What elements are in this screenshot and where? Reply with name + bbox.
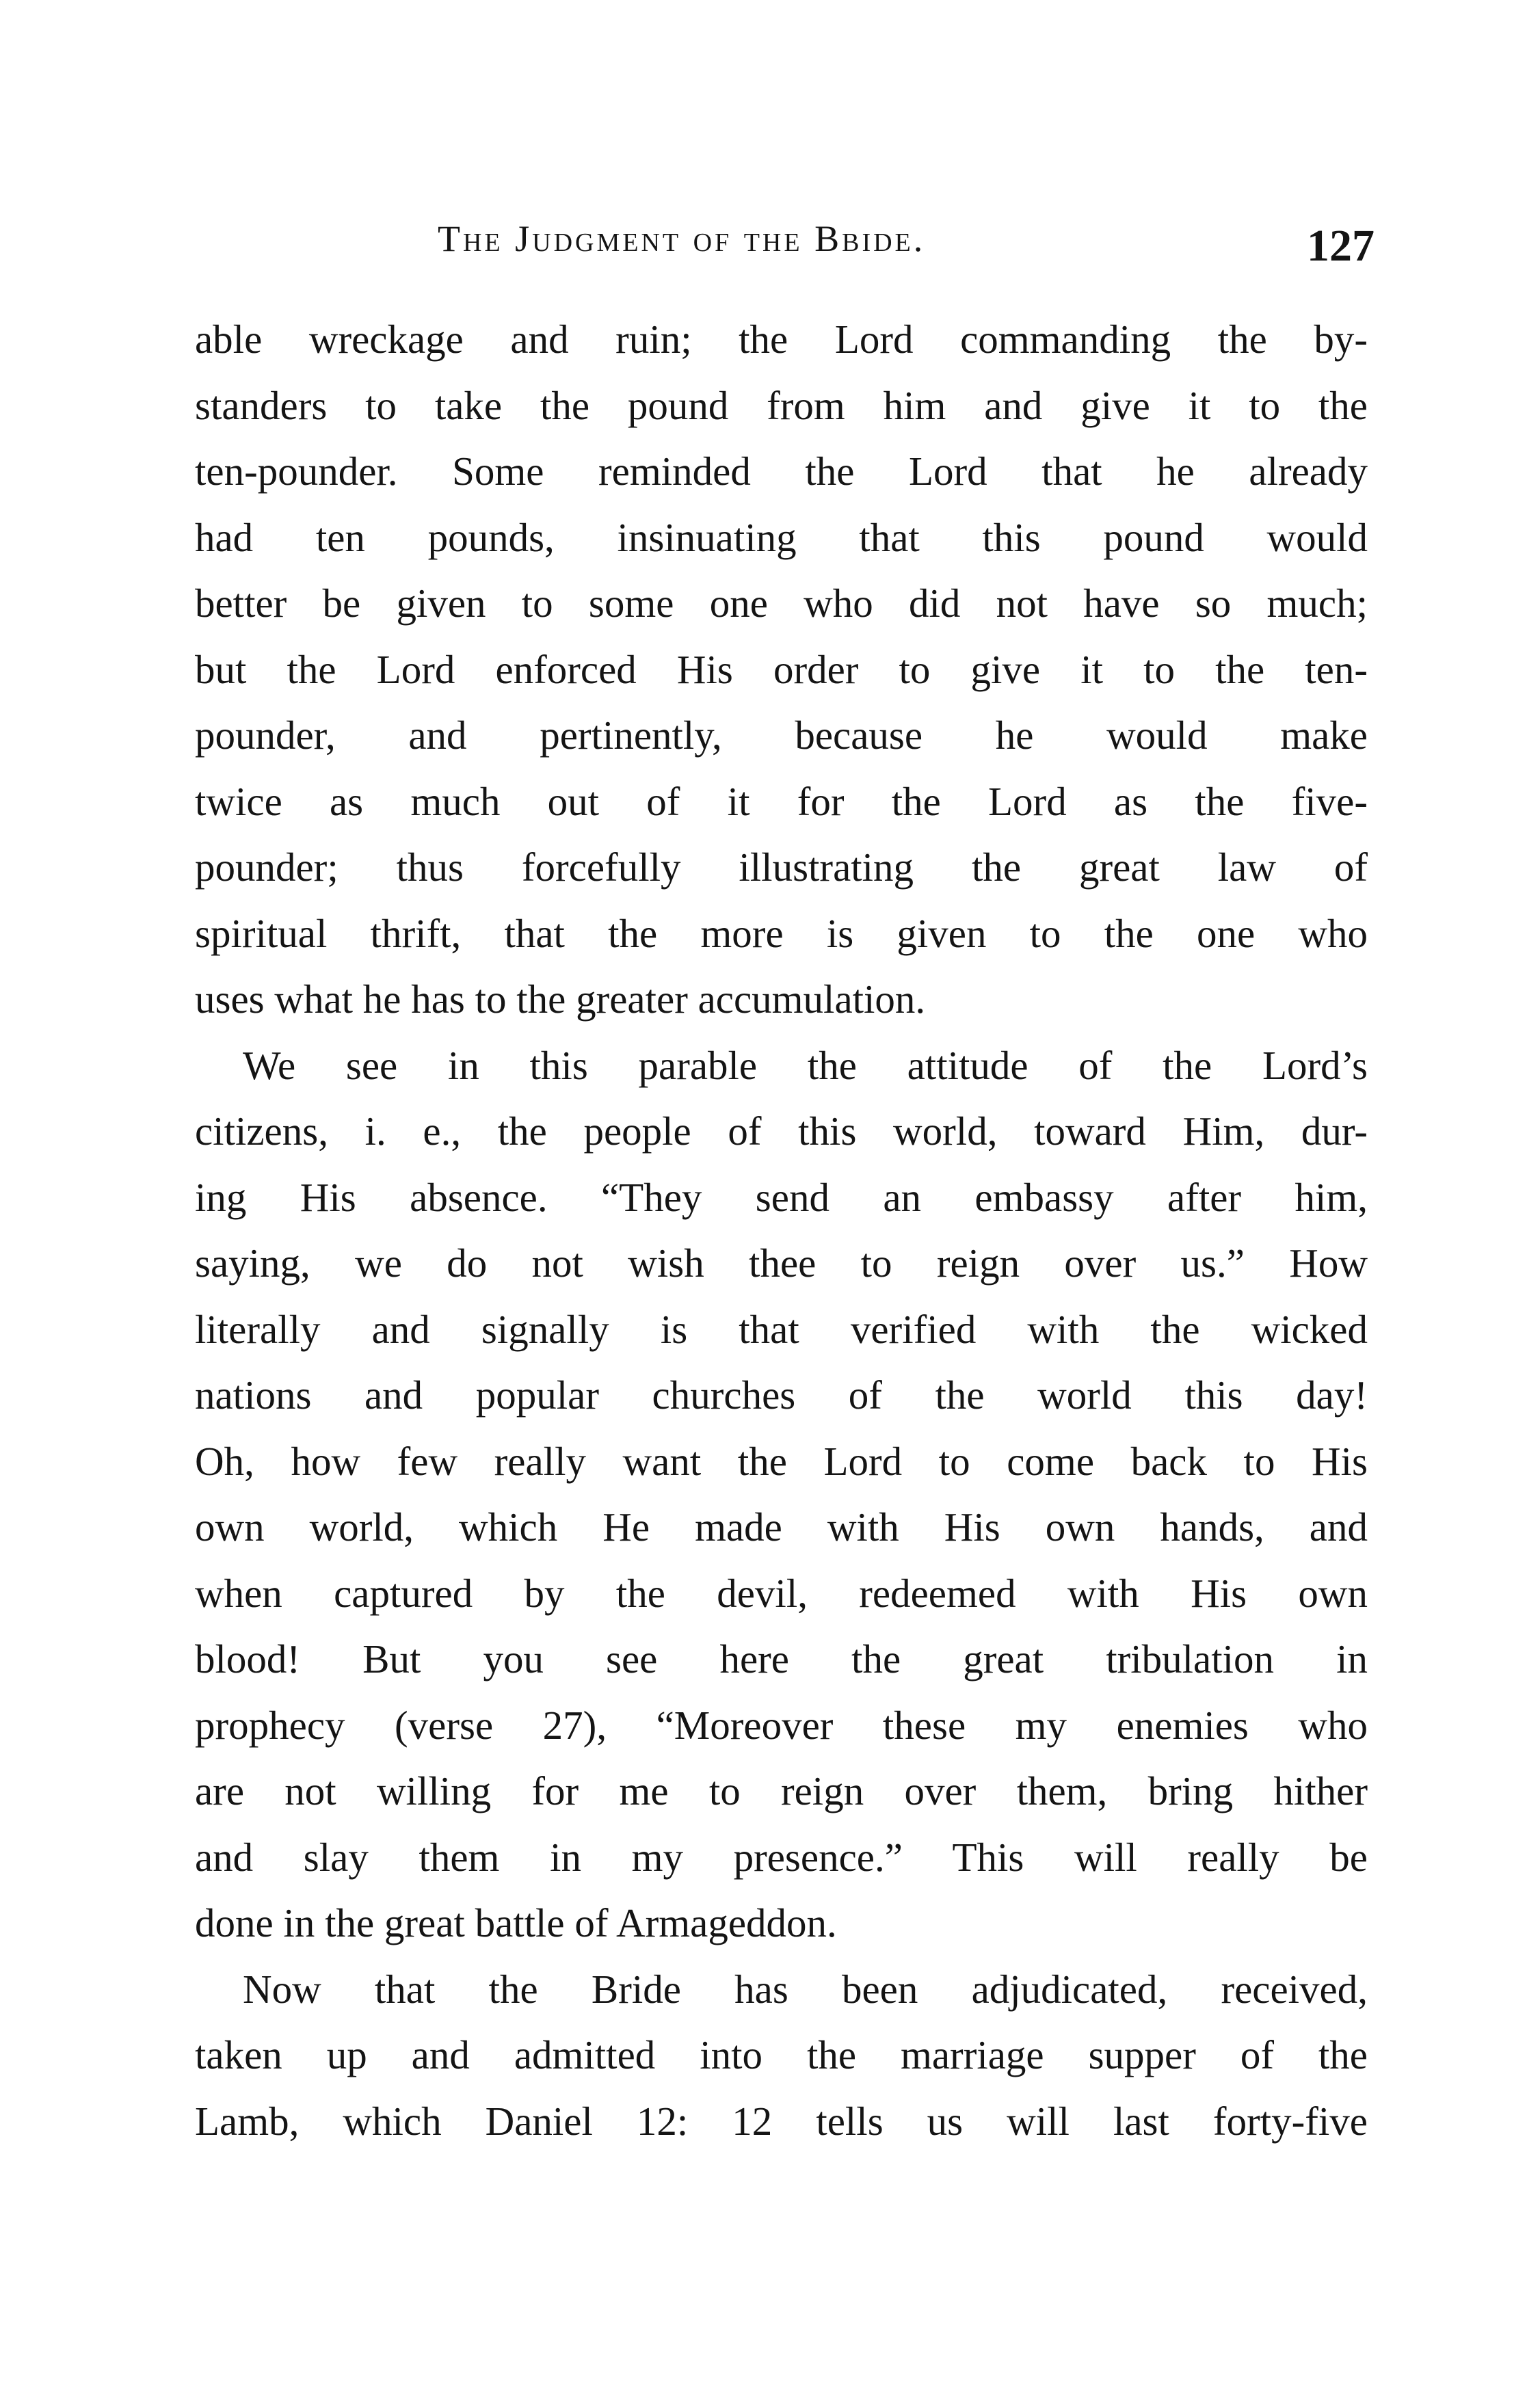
page-number: 127 — [1307, 221, 1375, 271]
body-text — [195, 306, 1368, 2154]
text-line: but the Lord enforced His order to give it to the ten- — [195, 646, 1368, 692]
text-line: prophecy (verse 27), “Moreover these my enemies who — [195, 1702, 1368, 1748]
text-line: had ten pounds, insinuating that this pound would — [195, 514, 1368, 560]
text-line: ten-pounder. Some reminded the Lord that he already — [195, 449, 1368, 494]
text-line: and slay them in my presence.” This will really be — [195, 1834, 1368, 1880]
text-line: taken up and admitted into the marriage supper of the — [195, 2032, 1368, 2077]
text-line: twice as much out of it for the Lord as the five- — [195, 778, 1368, 824]
text-line: are not willing for me to reign over them, bring hither — [195, 1768, 1368, 1813]
text-line: blood! But you see here the great tribulation in — [195, 1636, 1368, 1681]
text-line: saying, we do not wish thee to reign over us.” How — [195, 1240, 1368, 1286]
text-line: done in the great battle of Armageddon. — [195, 1900, 837, 1945]
text-line: Oh, how few really want the Lord to come back to His — [195, 1438, 1368, 1484]
text-line: We see in this parable the attitude of the Lord’s — [243, 1042, 1368, 1088]
text-line: spiritual thrift, that the more is given to the one who — [195, 910, 1368, 956]
text-line: nations and popular churches of the world this day! — [195, 1372, 1368, 1418]
text-line: better be given to some one who did not have so much; — [195, 581, 1368, 626]
text-line: citizens, i. e., the people of this world, toward Him, dur- — [195, 1108, 1368, 1154]
text-line: when captured by the devil, redeemed with His own — [195, 1570, 1368, 1616]
text-line: able wreckage and ruin; the Lord commanding the by- — [195, 317, 1368, 362]
text-line: own world, which He made with His own hands, and — [195, 1504, 1368, 1550]
text-line: standers to take the pound from him and give it to the — [195, 382, 1368, 428]
text-line: uses what he has to the greater accumulation. — [195, 976, 926, 1022]
text-line: pounder; thus forcefully illustrating the great law of — [195, 845, 1368, 890]
text-line: pounder, and pertinently, because he would make — [195, 713, 1368, 758]
text-line: Lamb, which Daniel 12: 12 tells us will last forty-five — [195, 2098, 1368, 2144]
text-line: Now that the Bride has been adjudicated, received, — [243, 1966, 1368, 2012]
text-line: literally and signally is that verified with the wicked — [195, 1306, 1368, 1352]
text-line: ing His absence. “They send an embassy after him, — [195, 1174, 1368, 1220]
running-head: The Judgment of the Bbide. — [438, 218, 926, 259]
